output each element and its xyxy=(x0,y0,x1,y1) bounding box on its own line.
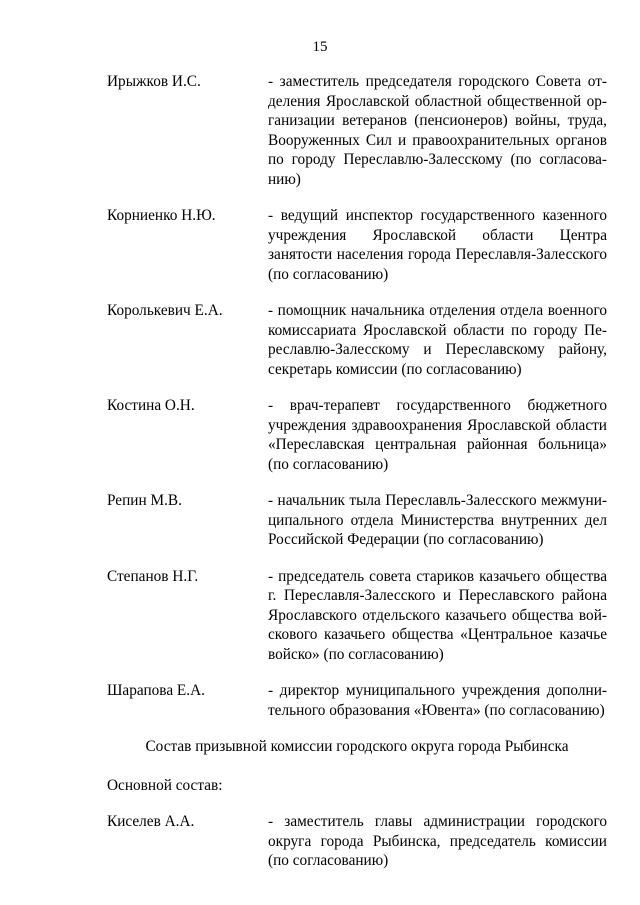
member-name: Киселев А.А. xyxy=(107,813,195,830)
page-number: 15 xyxy=(312,39,328,55)
member-entry xyxy=(107,812,607,871)
document-body xyxy=(107,72,607,888)
member-entry xyxy=(107,567,607,665)
member-role: - директор муниципального учреждения дополнительного образования «Ювента» (по согласованию) xyxy=(268,682,607,719)
member-role: - начальник тыла Переславль-Залесского межмуниципального отдела Министерства внутренних дел Российской Федерации (по согласованию) xyxy=(268,492,607,548)
member-name: Репин М.В. xyxy=(107,492,182,509)
member-role: - помощник начальника отделения отдела военного комиссариата Ярославской области по городу Переславлю-Залесскому и Переславскому району, секретарь комиссии (по согласованию) xyxy=(268,302,607,378)
member-name: Ирыжков И.С. xyxy=(107,73,201,90)
member-name: Костина О.Н. xyxy=(107,397,195,414)
member-name: Королькевич Е.А. xyxy=(107,302,223,319)
member-entry xyxy=(107,396,607,474)
member-entry xyxy=(107,301,607,379)
section-subtitle: Основной состав: xyxy=(107,776,223,794)
member-name: Корниенко Н.Ю. xyxy=(107,207,216,224)
member-role: - ведущий инспектор государственного казенного учреждения Ярославской области Центра занятости населения города Переславля-Залесского (по согласованию) xyxy=(268,207,607,283)
member-role: - председатель совета стариков казачьего общества г. Переславля-Залесского и Переславского района Ярославского отдельского казачьего общества войскового казачьего общества «Центральное казачье войско» (по согласованию) xyxy=(268,567,607,663)
member-entry xyxy=(107,681,607,720)
member-entry xyxy=(107,491,607,550)
section-title: Состав призывной комиссии городского округа города Рыбинска xyxy=(145,738,569,755)
member-role: - заместитель главы администрации городского округа города Рыбинска, председатель комиссии (по согласованию) xyxy=(268,813,607,869)
member-name: Степанов Н.Г. xyxy=(107,567,199,585)
member-name: Шарапова Е.А. xyxy=(107,682,205,699)
member-role: - заместитель председателя городского Совета отделения Ярославской областной общественной организации ветеранов (пенсионеров) войны, труда, Вооруженных Сил и правоохранительных органов по городу Переславлю-Залесскому (по согласованию) xyxy=(268,73,607,188)
member-entry xyxy=(107,72,607,189)
member-role: - врач-терапевт государственного бюджетного учреждения здравоохранения Ярославской области «Переславская центральная районная больница» (по согласованию) xyxy=(268,397,607,473)
member-entry xyxy=(107,206,607,284)
